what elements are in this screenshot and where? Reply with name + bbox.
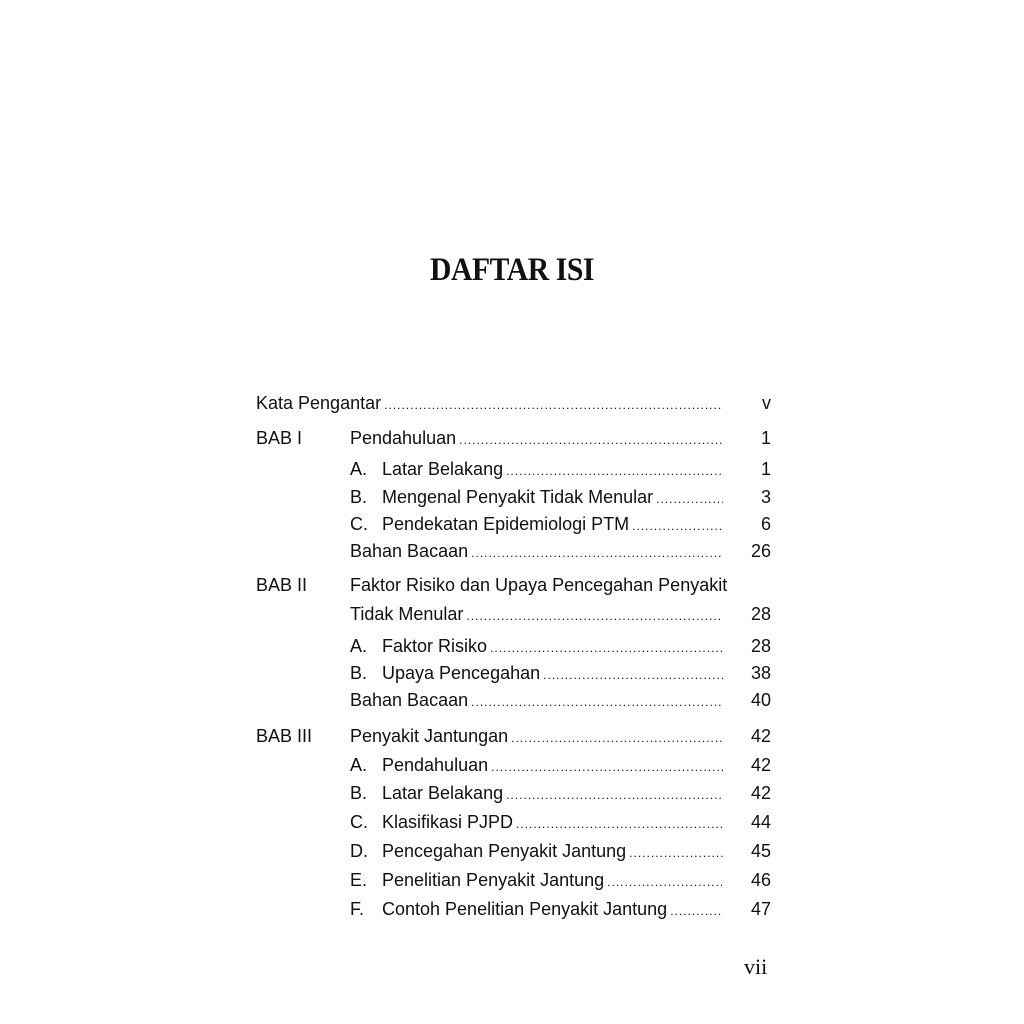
toc-entry bbox=[256, 633, 771, 659]
toc-entry-letter: B. bbox=[350, 783, 368, 803]
toc-entry-label: Mengenal Penyakit Tidak Menular bbox=[382, 487, 654, 507]
toc-chapter-2 bbox=[256, 572, 771, 598]
leader-dots bbox=[632, 513, 723, 537]
toc-entry-letter: B. bbox=[350, 487, 368, 507]
toc-page-number: 42 bbox=[750, 755, 771, 775]
toc-entry-letter: A. bbox=[350, 636, 368, 656]
toc-entry bbox=[256, 780, 771, 806]
leader-dots bbox=[511, 725, 723, 749]
toc-entry-label: Klasifikasi PJPD bbox=[382, 812, 514, 832]
toc-page-number: v bbox=[762, 393, 771, 413]
leader-dots bbox=[490, 635, 723, 659]
toc-page-number: 28 bbox=[750, 604, 771, 624]
leader-dots bbox=[656, 486, 723, 510]
leader-dots bbox=[471, 540, 723, 564]
toc-entry-letter: A. bbox=[350, 459, 368, 479]
toc-entry bbox=[256, 896, 771, 922]
leader-dots bbox=[491, 754, 723, 778]
page-title: DAFTAR ISI bbox=[429, 252, 595, 288]
page-number: vii bbox=[744, 954, 768, 979]
leader-dots bbox=[516, 811, 723, 835]
toc-entry-label: Pendekatan Epidemiologi PTM bbox=[382, 514, 630, 534]
toc-entry-label: Latar Belakang bbox=[382, 459, 504, 479]
toc-entry bbox=[256, 809, 771, 835]
toc-entry-bahan-bacaan bbox=[256, 538, 771, 564]
chapter-label: BAB I bbox=[256, 428, 303, 448]
leader-dots bbox=[670, 898, 723, 922]
toc-entry-letter: E. bbox=[350, 870, 368, 890]
toc-page-number: 28 bbox=[750, 636, 771, 656]
chapter-title-line: Faktor Risiko dan Upaya Pencegahan Penyakit bbox=[350, 575, 728, 595]
toc-page-number: 47 bbox=[750, 899, 771, 919]
leader-dots bbox=[471, 689, 723, 713]
toc-entry-letter: C. bbox=[350, 514, 368, 534]
toc-entry bbox=[256, 456, 771, 482]
toc-page-number: 42 bbox=[750, 726, 771, 746]
toc-page-number: 38 bbox=[750, 663, 771, 683]
toc-entry-label: Latar Belakang bbox=[382, 783, 504, 803]
toc-page-number: 45 bbox=[750, 841, 771, 861]
toc-page-number: 3 bbox=[760, 487, 771, 507]
toc-entry bbox=[256, 484, 771, 510]
toc-entry-label: Penelitian Penyakit Jantung bbox=[382, 870, 605, 890]
toc-page-number: 26 bbox=[750, 541, 771, 561]
toc-entry-letter: A. bbox=[350, 755, 368, 775]
toc-page-number: 44 bbox=[750, 812, 771, 832]
chapter-title: Penyakit Jantungan bbox=[350, 726, 509, 746]
toc-entry-letter: B. bbox=[350, 663, 368, 683]
toc-entry-label: Pencegahan Penyakit Jantung bbox=[382, 841, 627, 861]
toc-entry-label: Bahan Bacaan bbox=[350, 690, 469, 710]
toc-chapter-3 bbox=[256, 723, 771, 749]
toc-entry bbox=[256, 752, 771, 778]
leader-dots bbox=[607, 869, 723, 893]
leader-dots bbox=[506, 458, 723, 482]
toc-entry bbox=[256, 511, 771, 537]
toc-chapter-1 bbox=[256, 425, 771, 451]
toc-page-number: 1 bbox=[760, 459, 771, 479]
toc-entry-bahan-bacaan bbox=[256, 687, 771, 713]
leader-dots bbox=[629, 840, 723, 864]
toc-chapter-2-cont bbox=[256, 601, 771, 627]
toc-entry-label: Contoh Penelitian Penyakit Jantung bbox=[382, 899, 668, 919]
toc-entry bbox=[256, 660, 771, 686]
toc-page-number: 1 bbox=[760, 428, 771, 448]
toc-entry bbox=[256, 838, 771, 864]
chapter-title: Tidak Menular bbox=[350, 604, 464, 624]
toc-entry bbox=[256, 867, 771, 893]
toc-page-number: 42 bbox=[750, 783, 771, 803]
toc-entry-kata-pengantar bbox=[256, 390, 771, 416]
chapter-label: BAB II bbox=[256, 575, 308, 595]
toc-entry-label: Bahan Bacaan bbox=[350, 541, 469, 561]
chapter-label: BAB III bbox=[256, 726, 313, 746]
toc-entry-label: Kata Pengantar bbox=[256, 393, 382, 413]
chapter-title: Pendahuluan bbox=[350, 428, 457, 448]
leader-dots bbox=[459, 427, 723, 451]
leader-dots bbox=[543, 662, 723, 686]
toc-page-number: 40 bbox=[750, 690, 771, 710]
toc-entry-label: Faktor Risiko bbox=[382, 636, 488, 656]
toc-entry-letter: C. bbox=[350, 812, 368, 832]
toc-page-number: 6 bbox=[760, 514, 771, 534]
leader-dots bbox=[466, 603, 723, 627]
leader-dots bbox=[506, 782, 723, 806]
leader-dots bbox=[384, 392, 723, 416]
toc-entry-label: Pendahuluan bbox=[382, 755, 489, 775]
toc-entry-label: Upaya Pencegahan bbox=[382, 663, 541, 683]
toc-page-number: 46 bbox=[750, 870, 771, 890]
toc-entry-letter: D. bbox=[350, 841, 368, 861]
toc-entry-letter: F. bbox=[350, 899, 365, 919]
